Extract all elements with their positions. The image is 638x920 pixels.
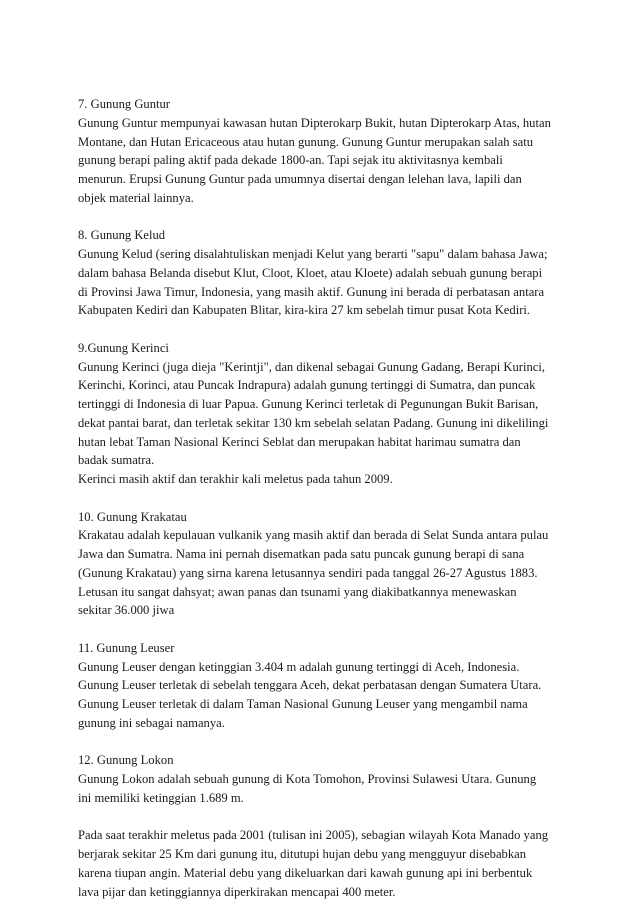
paragraph (78, 826, 578, 901)
text-line: Jawa dan Sumatra. Nama ini pernah disematkan pada satu puncak gunung berapi di sana (78, 547, 525, 561)
paragraph (78, 114, 578, 208)
text-line: Krakatau adalah kepulauan vulkanik yang masih aktif dan berada di Selat Sunda antara pulau (78, 528, 549, 543)
text-line: tertinggi di Indonesia di luar Papua. Gunung Kerinci terletak di Pegunungan Bukit Barisan, (78, 397, 539, 411)
text-line: objek material lainnya. (78, 190, 194, 205)
text-line: di Provinsi Jawa Timur, Indonesia, yang masih aktif. Gunung ini berada di perbatasan antara (78, 284, 545, 299)
text-line: Kerinchi, Korinci, atau Puncak Indrapura) adalah gunung tertinggi di Sumatra, dan puncak (78, 378, 536, 393)
section (78, 226, 578, 320)
text-line: Kerinci masih aktif dan terakhir kali meletus pada tahun 2009. (78, 472, 393, 486)
text-line: Gunung Leuser terletak di sebelah tenggara Aceh, dekat perbatasan dengan Sumatera Utara. (78, 678, 542, 693)
text-line: menurun. Erupsi Gunung Guntur pada umumnya disertai dengan lelehan lava, lapili dan (78, 172, 522, 186)
section-heading: 12. Gunung Lokon (78, 753, 174, 768)
section (78, 339, 578, 489)
text-line: ini memiliki ketinggian 1.689 m. (78, 790, 244, 805)
section (78, 95, 578, 208)
section (78, 751, 578, 901)
text-line: dalam bahasa Belanda disebut Klut, Cloot, Kloet, atau Kloete) adalah sebuah gunung berapi (78, 265, 543, 280)
text-line: Gunung Kerinci (juga dieja "Kerintji", dan dikenal sebagai Gunung Gadang, Berapi Kurinci, (78, 359, 546, 374)
text-line: Pada saat terakhir meletus pada 2001 (tulisan ini 2005), sebagian wilayah Kota Manado yang (78, 828, 549, 843)
paragraph (78, 245, 578, 320)
text-line: Montane, dan Hutan Ericaceous atau hutan gunung. Gunung Guntur merupakan salah satu (78, 134, 533, 149)
paragraph (78, 658, 578, 733)
text-line: gunung ini sebagai namanya. (78, 715, 225, 730)
section-heading: 11. Gunung Leuser (78, 640, 175, 655)
section-heading: 7. Gunung Guntur (78, 97, 170, 111)
text-line: sekitar 36.000 jiwa (78, 603, 175, 618)
text-line: Gunung Leuser terletak di dalam Taman Nasional Gunung Leuser yang mengambil nama (78, 697, 528, 711)
text-line: Gunung Lokon adalah sebuah gunung di Kota Tomohon, Provinsi Sulawesi Utara. Gunung (78, 772, 537, 786)
text-line: Gunung Leuser dengan ketinggian 3.404 m adalah gunung tertinggi di Aceh, Indonesia. (78, 659, 520, 674)
text-line: Gunung Guntur mempunyai kawasan hutan Dipterokarp Bukit, hutan Dipterokarp Atas, hutan (78, 115, 551, 130)
document-body (78, 95, 578, 920)
text-line: Gunung Kelud (sering disalahtuliskan menjadi Kelut yang berarti "sapu" dalam bahasa Jawa; (78, 247, 548, 261)
paragraph (78, 526, 578, 620)
text-line: karena tiupan angin. Material debu yang dikeluarkan dari kawah gunung api ini berbentuk (78, 865, 533, 880)
text-line: gunung berapi paling aktif pada dekade 1800-an. Tapi sejak itu aktivitasnya kembali (78, 153, 503, 168)
text-line: hutan lebat Taman Nasional Kerinci Seblat dan merupakan habitat harimau sumatra dan (78, 434, 521, 449)
paragraph (78, 770, 578, 808)
text-line: Kabupaten Kediri dan Kabupaten Blitar, kira-kira 27 km sebelah timur pusat Kota Kediri. (78, 303, 531, 318)
text-line: Letusan itu sangat dahsyat; awan panas dan tsunami yang diakibatkannya menewaskan (78, 584, 517, 599)
section-heading: 8. Gunung Kelud (78, 228, 166, 243)
text-line: (Gunung Krakatau) yang sirna karena letusannya sendiri pada tanggal 26-27 Agustus 1883. (78, 565, 538, 580)
text-line: berjarak sekitar 25 Km dari gunung itu, ditutupi hujan debu yang mengguyur disebabkan (78, 847, 527, 861)
section (78, 639, 578, 733)
text-line: badak sumatra. (78, 453, 155, 468)
text-line: dekat pantai barat, dan terletak sekitar 130 km sebelah selatan Padang. Gunung ini dikelilingi (78, 415, 549, 430)
paragraph (78, 358, 578, 489)
text-line: lava pijar dan ketinggiannya diperkirakan mencapai 400 meter. (78, 884, 396, 899)
section-heading: 10. Gunung Krakatau (78, 509, 187, 524)
section-heading: 9.Gunung Kerinci (78, 340, 169, 355)
section (78, 508, 578, 621)
